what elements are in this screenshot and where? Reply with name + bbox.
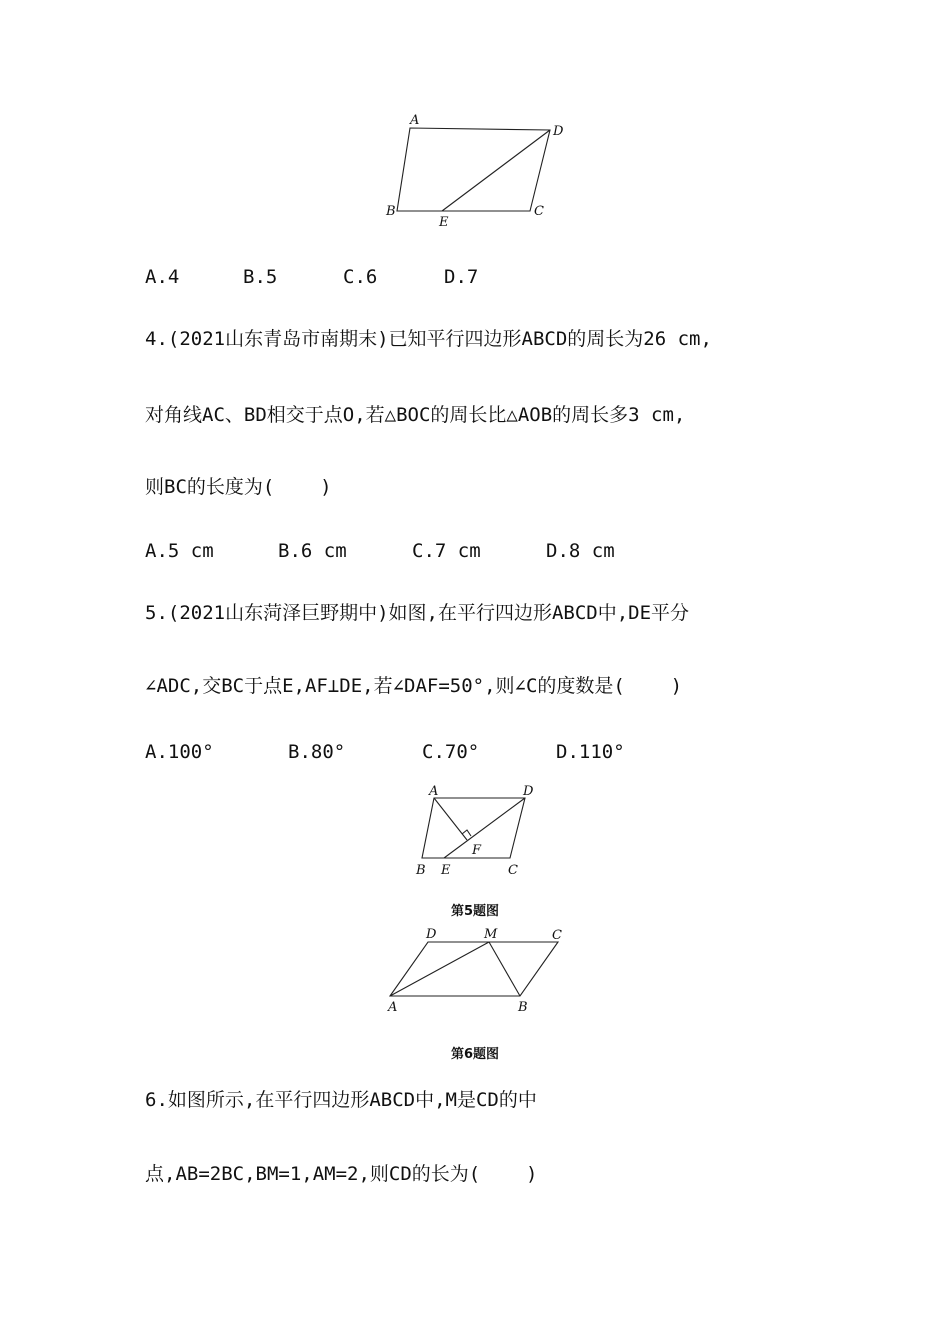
label-a-q5: A: [429, 784, 439, 799]
label-b-q6: B: [518, 1000, 528, 1015]
q3-option-c: C.6: [343, 266, 378, 288]
q4-option-a: A.5 cm: [145, 540, 214, 562]
q4-text-line-3: 则BC的长度为( ): [145, 476, 332, 498]
segment-de-q5: [444, 798, 525, 858]
label-f-q5: F: [472, 843, 482, 858]
label-c-q6: C: [552, 928, 562, 943]
q4-option-b: B.6 cm: [278, 540, 347, 562]
label-b-q5: B: [416, 863, 426, 878]
label-a: A: [410, 113, 420, 128]
q5-text-line-1: 5.(2021山东菏泽巨野期中)如图,在平行四边形ABCD中,DE平分: [145, 602, 690, 624]
q6-text-line-2: 点,AB=2BC,BM=1,AM=2,则CD的长为( ): [145, 1163, 538, 1185]
label-d-q6: D: [426, 927, 437, 942]
parallelogram-abcd: [397, 128, 550, 211]
figure-q6-parallelogram: [380, 925, 580, 1020]
label-m-q6: M: [484, 927, 498, 942]
q4-text-line-2: 对角线AC、BD相交于点O,若△BOC的周长比△AOB的周长多3 cm,: [145, 404, 686, 426]
q3-option-d: D.7: [444, 266, 479, 288]
label-b: B: [386, 204, 396, 219]
q4-option-c: C.7 cm: [412, 540, 481, 562]
q6-figure-caption: 第6题图: [450, 1047, 500, 1062]
label-d-q5: D: [523, 784, 534, 799]
segment-am-q6: [390, 942, 489, 996]
q5-option-c: C.70°: [422, 741, 480, 763]
figure-q3-parallelogram: [380, 108, 580, 233]
label-d: D: [553, 124, 564, 139]
label-c: C: [534, 204, 544, 219]
q5-text-line-2: ∠ADC,交BC于点E,AF⊥DE,若∠DAF=50°,则∠C的度数是( ): [145, 675, 683, 697]
label-c-q5: C: [508, 863, 518, 878]
figure-q5-parallelogram: [410, 782, 550, 882]
q6-text-line-1: 6.如图所示,在平行四边形ABCD中,M是CD的中: [145, 1089, 537, 1111]
q5-option-d: D.110°: [556, 741, 625, 763]
q4-text-line-1: 4.(2021山东青岛市南期末)已知平行四边形ABCD的周长为26 cm,: [145, 328, 712, 350]
label-e: E: [439, 215, 449, 230]
label-a-q6: A: [388, 1000, 398, 1015]
segment-de: [442, 130, 550, 211]
q3-option-a: A.4: [145, 266, 180, 288]
q5-option-b: B.80°: [288, 741, 346, 763]
q5-option-a: A.100°: [145, 741, 214, 763]
label-e-q5: E: [441, 863, 451, 878]
q5-figure-caption: 第5题图: [450, 904, 500, 919]
q4-option-d: D.8 cm: [546, 540, 615, 562]
q3-option-b: B.5: [243, 266, 278, 288]
segment-bm-q6: [489, 942, 520, 996]
